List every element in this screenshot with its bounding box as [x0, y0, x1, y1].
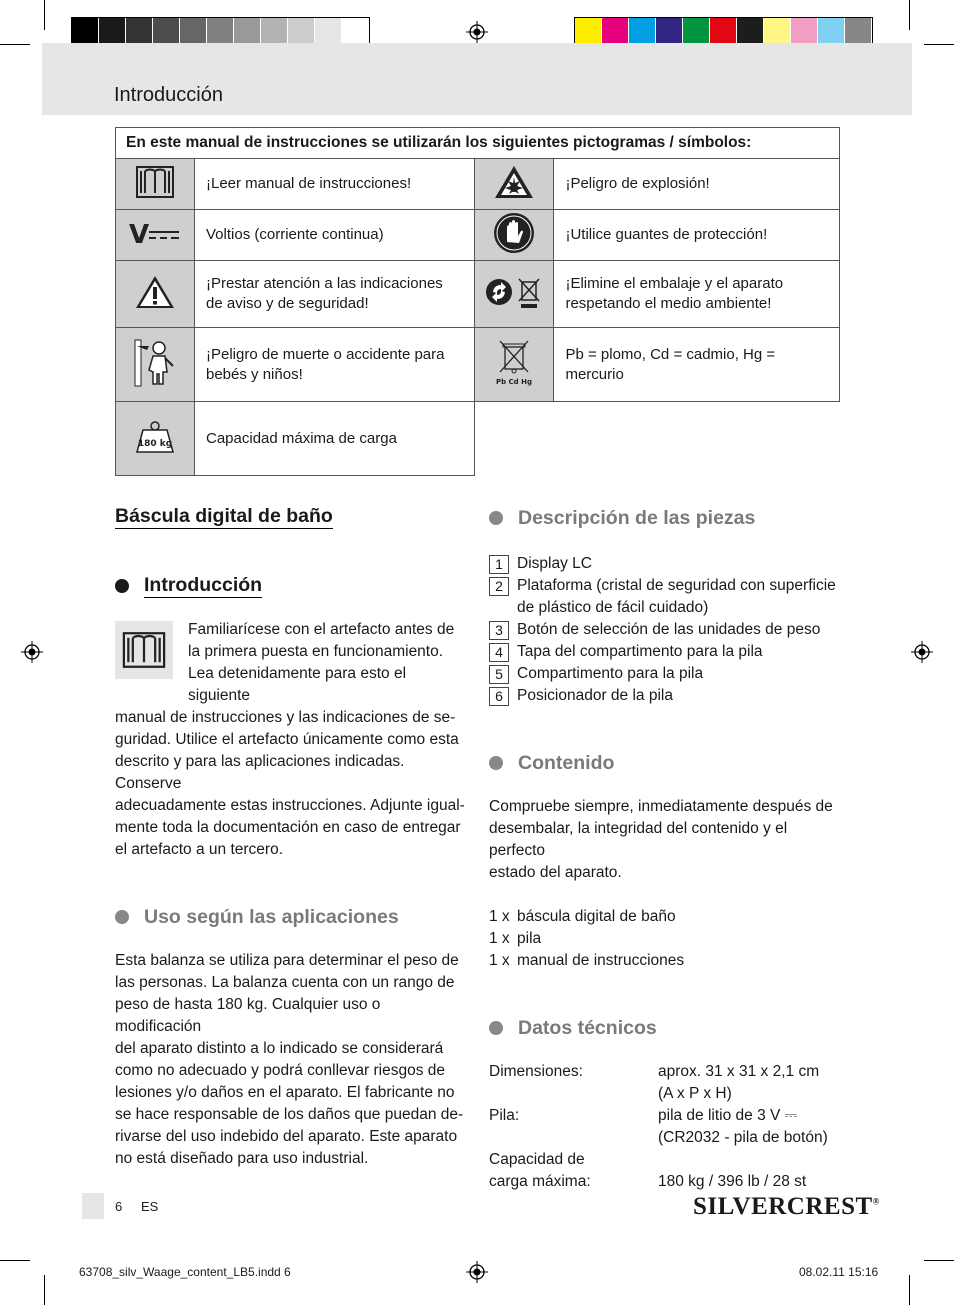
text-line: pila de litio de 3 V ⎓ [658, 1107, 798, 1124]
text-line: Lea detenidamente para esto el siguiente [188, 665, 407, 704]
part-label [517, 641, 763, 663]
bullet-icon [115, 579, 129, 593]
slug-file: 63708_silv_Waage_content_LB5.indd 6 [79, 1265, 291, 1279]
text-line: Plataforma (cristal de seguridad con superficie [517, 577, 836, 594]
text-line: Botón de selección de las unidades de peso [517, 621, 821, 638]
tech-row [489, 1061, 844, 1105]
use-heading-row [115, 904, 465, 930]
part-label [517, 685, 673, 707]
symbol-text: ¡Peligro de muerte o accidente para bebés y niños! [195, 328, 475, 402]
battery-label: Pb Cd Hg [496, 377, 533, 386]
manual-book-icon [115, 621, 173, 679]
symbol-text: ¡Prestar atención a las indicaciones de aviso y de seguridad! [195, 261, 475, 328]
part-label [517, 663, 703, 685]
symbols-table-heading: En este manual de instrucciones se utilizarán los siguientes pictogramas / símbolos: [116, 128, 840, 159]
bullet-icon [489, 756, 503, 770]
crop-mark [909, 0, 910, 30]
part-number: 4 [489, 643, 509, 662]
intro-heading-row [115, 573, 465, 599]
intro-heading: Introducción [144, 574, 263, 596]
parts-heading-row [489, 505, 844, 531]
gloves-icon [475, 210, 554, 261]
empty-cell [475, 402, 840, 476]
symbol-text: ¡Peligro de explosión! [554, 159, 840, 210]
part-item [489, 663, 844, 685]
part-item [489, 685, 844, 707]
right-column [489, 505, 844, 1193]
page-title: Introducción [114, 84, 223, 106]
weight-label: 180 kg [137, 438, 173, 449]
text-line: Compruebe siempre, inmediatamente después de [489, 798, 833, 815]
bullet-icon [489, 1021, 503, 1035]
volt-symbol: V [129, 220, 150, 246]
crop-mark [909, 1275, 910, 1305]
part-item [489, 553, 844, 575]
text-line: se hace responsable de los daños que puedan de- [115, 1106, 464, 1123]
slug-date: 08.02.11 15:16 [799, 1265, 879, 1279]
brand-logo [693, 1193, 880, 1221]
text-line: del aparato distinto a lo indicado se considerará [115, 1040, 444, 1057]
main-heading: Báscula digital de baño [115, 505, 333, 527]
text-line: Familiarícese con el artefacto antes de [188, 621, 455, 638]
brand-mark: ® [872, 1196, 880, 1207]
part-number: 5 [489, 665, 509, 684]
text-line: Tapa del compartimento para la pila [517, 643, 763, 660]
text-line: la primera puesta en funcionamiento. [188, 643, 444, 660]
part-label [517, 619, 820, 641]
contents-item [489, 950, 844, 972]
text-line: mente toda la documentación en caso de entregar [115, 819, 461, 836]
tech-key: Capacidad de [489, 1151, 585, 1168]
text-line: 180 kg / 396 lb / 28 st [658, 1173, 807, 1190]
contents-item [489, 906, 844, 928]
item-name: manual de instrucciones [517, 952, 685, 969]
crop-mark [44, 1275, 45, 1305]
tech-heading-row [489, 1015, 844, 1041]
text-line: adecuadamente estas instrucciones. Adjunte igual- [115, 797, 465, 814]
crop-mark [924, 44, 954, 45]
symbol-text: Pb = plomo, Cd = cadmio, Hg = mercurio [554, 328, 840, 402]
volts-dc-icon [116, 210, 195, 261]
crop-mark [0, 44, 30, 45]
part-number: 3 [489, 621, 509, 640]
text-line: Posicionador de la pila [517, 687, 673, 704]
registration-mark-icon [466, 1261, 488, 1283]
text-line: desembalar, la integridad del contenido y el perfecto [489, 820, 788, 859]
text-line: guridad. Utilice el artefacto únicamente como esta [115, 731, 459, 748]
tech-key: Dimensiones: [489, 1063, 583, 1080]
registration-mark-icon [21, 641, 43, 663]
recycle-bin-icon [475, 261, 554, 328]
part-number: 1 [489, 555, 509, 574]
left-column [115, 505, 465, 1170]
parts-heading: Descripción de las piezas [518, 507, 756, 529]
tech-value [658, 1061, 819, 1105]
part-item [489, 619, 844, 641]
parts-list [489, 553, 844, 707]
text-line: estado del aparato. [489, 864, 622, 881]
explosion-warning-icon [475, 159, 554, 210]
page-number: 6 [115, 1199, 123, 1214]
item-name: báscula digital de baño [517, 908, 676, 925]
text-line: peso de hasta 180 kg. Cualquier uso o modificación [115, 996, 381, 1035]
crop-mark [44, 0, 45, 30]
part-number: 6 [489, 687, 509, 706]
item-qty: 1 x [489, 908, 510, 925]
part-number: 2 [489, 577, 509, 596]
tech-heading: Datos técnicos [518, 1017, 657, 1039]
use-paragraph [115, 950, 465, 1170]
page-tab [82, 1193, 104, 1219]
text-line: manual de instrucciones y las indicaciones de se- [115, 709, 456, 726]
text-line: no está diseñado para uso industrial. [115, 1150, 369, 1167]
text-line: Esta balanza se utiliza para determinar el peso de [115, 952, 459, 969]
child-danger-icon [116, 328, 195, 402]
use-heading: Uso según las aplicaciones [144, 906, 399, 928]
text-line: lesiones y/o daños en el aparato. El fabricante no [115, 1084, 455, 1101]
tech-row [489, 1105, 844, 1149]
symbol-text: ¡Leer manual de instrucciones! [195, 159, 475, 210]
brand-name: SILVERCREST [693, 1193, 873, 1220]
weight-capacity-icon [116, 402, 195, 476]
registration-mark-icon [466, 21, 488, 43]
item-name: pila [517, 930, 542, 947]
item-qty: 1 x [489, 930, 510, 947]
battery-disposal-icon [475, 328, 554, 402]
symbol-text: Voltios (corriente continua) [195, 210, 475, 261]
crop-mark [924, 1260, 954, 1261]
tech-row [489, 1149, 844, 1171]
intro-paragraph [115, 707, 465, 861]
tech-value [658, 1171, 806, 1193]
symbol-text: ¡Utilice guantes de protección! [554, 210, 840, 261]
bullet-icon [489, 511, 503, 525]
text-line: rivarse del uso indebido del aparato. Este aparato [115, 1128, 458, 1145]
symbol-text: Capacidad máxima de carga [195, 402, 475, 476]
symbol-text: ¡Elimine el embalaje y el aparato respetando el medio ambiente! [554, 261, 840, 328]
registration-mark-icon [911, 641, 933, 663]
text-line: Display LC [517, 555, 592, 572]
crop-mark [0, 1260, 30, 1261]
language-code: ES [141, 1199, 159, 1214]
part-label [517, 553, 592, 575]
warning-triangle-icon [116, 261, 195, 328]
tech-key: Pila: [489, 1107, 520, 1124]
part-item [489, 575, 844, 619]
intro-block [115, 619, 465, 861]
manual-book-icon [116, 159, 195, 210]
symbols-table [115, 127, 840, 476]
contents-item [489, 928, 844, 950]
tech-key: carga máxima: [489, 1173, 591, 1190]
contents-heading-row [489, 750, 844, 776]
text-line: las personas. La balanza cuenta con un rango de [115, 974, 455, 991]
contents-paragraph [489, 796, 844, 884]
contents-list [489, 906, 844, 972]
bullet-icon [115, 910, 129, 924]
text-line: (A x P x H) [658, 1085, 732, 1102]
text-line: (CR2032 - pila de botón) [658, 1129, 828, 1146]
text-line: descrito y para las aplicaciones indicadas. Conserve [115, 753, 405, 792]
tech-value [658, 1105, 828, 1149]
item-qty: 1 x [489, 952, 510, 969]
text-line: aprox. 31 x 31 x 2,1 cm [658, 1063, 820, 1080]
text-line: el artefacto a un tercero. [115, 841, 284, 858]
tech-row [489, 1171, 844, 1193]
part-item [489, 641, 844, 663]
part-label [517, 575, 836, 619]
contents-heading: Contenido [518, 752, 615, 774]
tech-specs [489, 1061, 844, 1193]
text-line: como no adecuado y podrá conllevar riesgos de [115, 1062, 446, 1079]
text-line: Compartimento para la pila [517, 665, 704, 682]
text-line: de plástico de fácil cuidado) [517, 599, 709, 616]
